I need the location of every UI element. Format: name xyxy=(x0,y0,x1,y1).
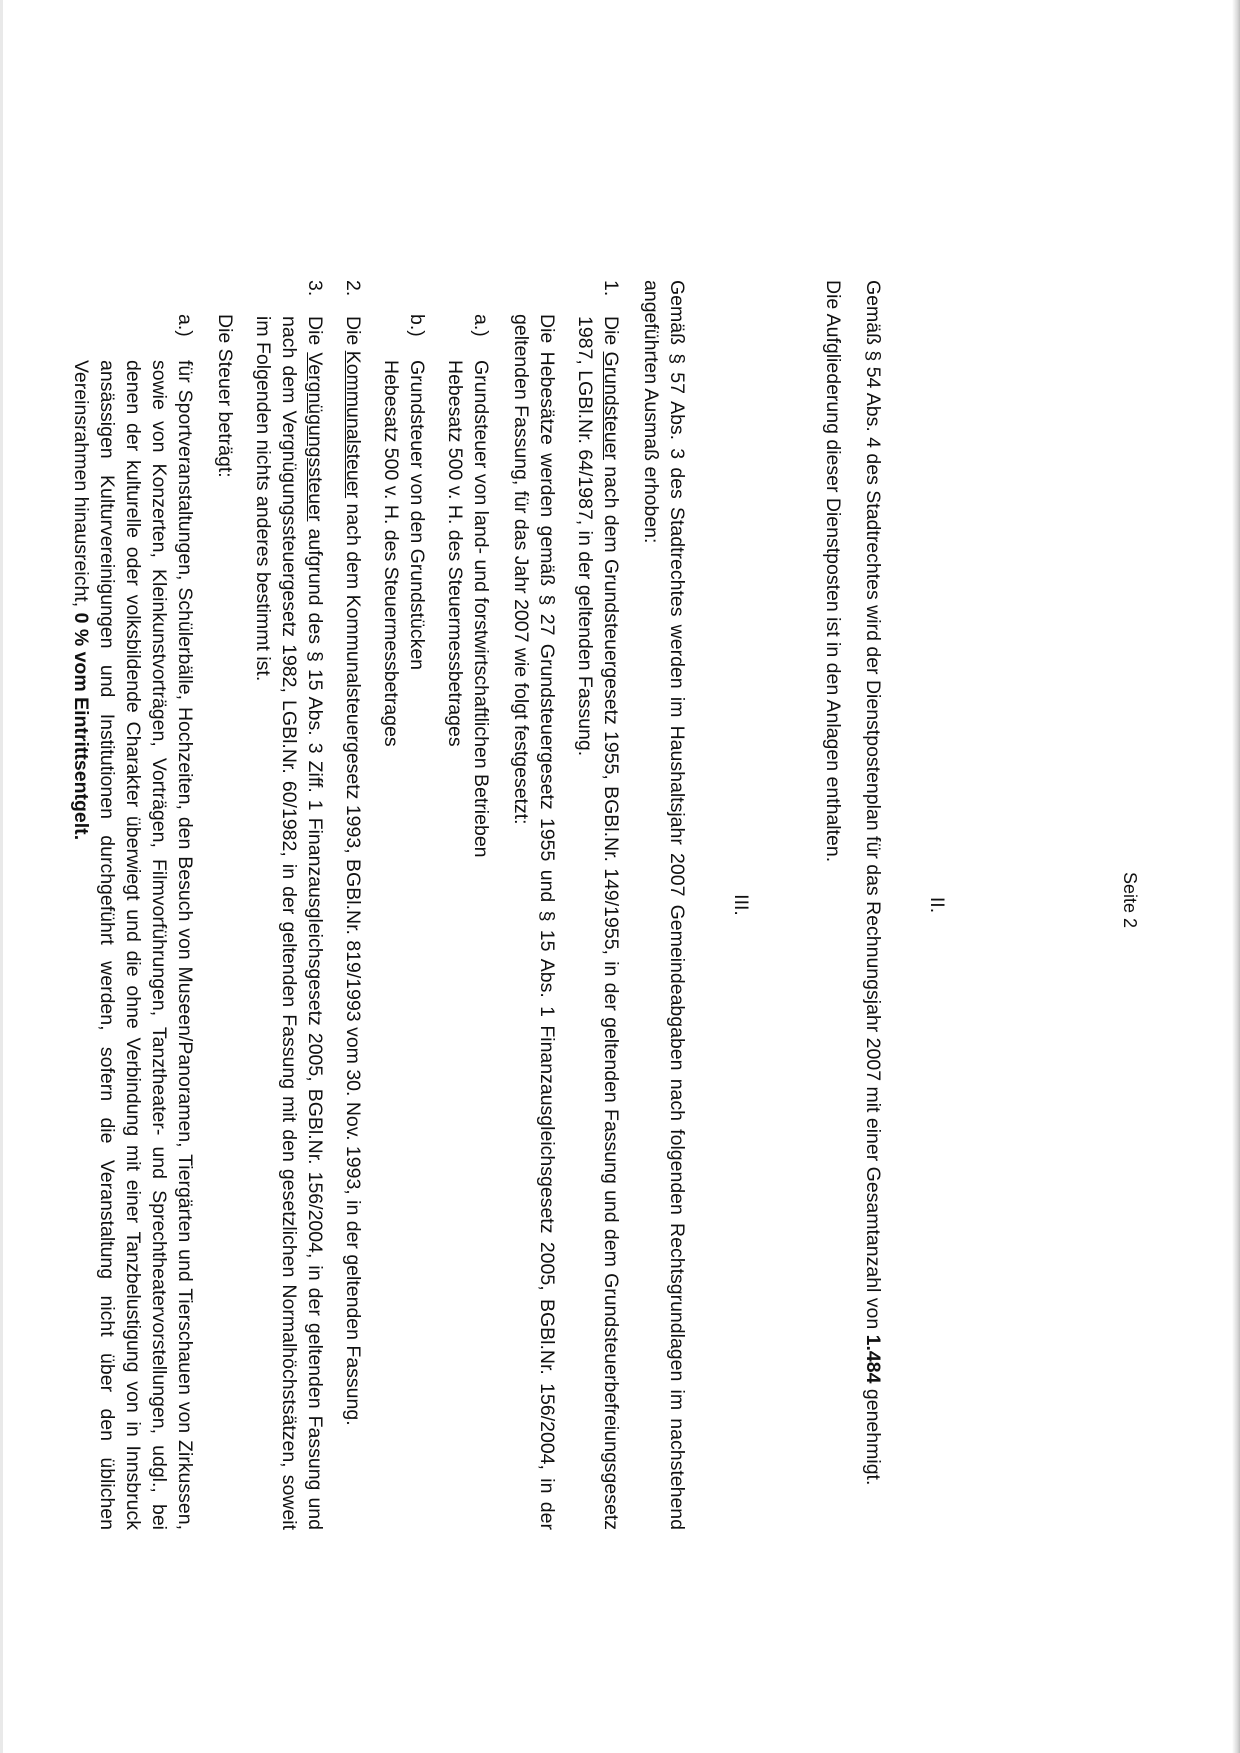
list-item-vergnuegungssteuer xyxy=(250,280,328,1530)
sub-item-land-forst xyxy=(442,314,494,1530)
sub-item-line: Grundsteuer von land- und forstwirtschaftlichen Betrieben xyxy=(470,360,492,858)
text-prefix: Die xyxy=(304,316,326,353)
sub-item-text xyxy=(442,360,494,1530)
sub-item-grundstuecke xyxy=(378,314,430,1530)
text-body: aufgrund des § 15 Abs. 3 Ziff. 1 Finanzausgleichsgesetz 2005, BGBl.Nr. 156/2004, in der geltenden Fassung und nach dem Vergnügungssteuergesetz 1982, LGBl.Nr. 60/1982, in der geltenden Fassung mit den gesetzlichen Normalhöchstsätzen, soweit im Folgenden nichts anderes bestimmt ist. xyxy=(252,316,326,1530)
list-item-text xyxy=(250,316,328,1530)
staffing-plan-text-end: genehmigt. xyxy=(862,1383,884,1486)
list-item-number: 2. xyxy=(342,280,364,297)
list-item-grundsteuer xyxy=(572,280,624,1530)
document-body xyxy=(56,280,950,1530)
list-item-text xyxy=(572,316,624,1530)
term-vergnuegungssteuer: Vergnügungssteuer xyxy=(304,352,326,522)
tax-rate-value: 0 % vom Eintrittsentgelt xyxy=(70,612,92,835)
spacer xyxy=(754,280,806,1530)
list-item-text xyxy=(340,316,366,1530)
term-grundsteuer: Grundsteuer xyxy=(600,351,622,460)
text-prefix: Die xyxy=(342,316,364,351)
sub-item-rate: Hebesatz 500 v. H. des Steuermessbetrages xyxy=(444,360,466,747)
staffing-plan-text: Gemäß § 54 Abs. 4 des Stadtrechtes wird der Dienstpostenplan für das Rechnungsjahr 2007 mit einer Gesamtanzahl von xyxy=(862,280,884,1335)
sub-item-label: a.) xyxy=(174,314,196,337)
sub-item-text xyxy=(378,360,430,1530)
sub-item-label: b.) xyxy=(406,314,428,337)
tax-rate-period: . xyxy=(70,834,92,841)
list-item-kommunalsteuer xyxy=(340,280,366,1530)
text-body: nach dem Grundsteuergesetz 1955, BGBl.Nr. 149/1955, in der geltenden Fassung und dem Grundsteuerbefreiungsgesetz 1987, LGBl.Nr. 64/1987, in der geltenden Fassung. xyxy=(574,316,622,1530)
breakdown-paragraph: Die Aufgliederung dieser Dienstposten ist in den Anlagen enthalten. xyxy=(822,280,844,863)
staffing-plan-paragraph xyxy=(860,280,886,1530)
levies-intro-paragraph: Gemäß § 57 Abs. 3 des Stadtrechtes werden im Haushaltsjahr 2007 Gemeindeabgaben nach folgenden Rechtsgrundlagen im nachstehend angeführten Ausmaß erhoben: xyxy=(640,280,688,1530)
list-item-number: 1. xyxy=(600,280,622,297)
text-body: nach dem Kommunalsteuergesetz 1993, BGBl.Nr. 819/1993 vom 30. Nov. 1993, in der geltenden Fassung. xyxy=(342,498,364,1426)
total-posts-count: 1.484 xyxy=(862,1334,884,1384)
hebesaetze-paragraph: Die Hebesätze werden gemäß § 27 Grundsteuergesetz 1955 und § 15 Abs. 1 Finanzausgleichsgesetz 2005, BGBl.Nr. 156/2004, in der geltenden Fassung, für das Jahr 2007 wie folgt festgesetzt: xyxy=(510,314,558,1530)
section-heading-ii: II. xyxy=(926,896,948,914)
sub-item-body: für Sportveranstaltungen, Schülerbälle, Hochzeiten, den Besuch von Museen/Panoramen, Tiergärten und Tierschauen von Zirkussen, sowie von Konzerten, Kleinkunstvorträgen, Vorträgen, Filmvorführungen, Tanztheater- und Sprechtheatervorstellungen, udgl., bei denen der kulturelle oder volksbildende Charakter überwiegt und die ohne Verbindung mit einer Tanzbelustigung von in Innsbruck ansässigen Kulturvereinigungen und Institutionen durchgeführt werden, sofern die Veranstaltung nicht über den üblichen Vereinsrahmen hinausreicht, xyxy=(70,360,196,1530)
sub-item-label: a.) xyxy=(470,314,492,337)
sub-item-kulturveranstaltungen xyxy=(68,314,198,1530)
sub-item-text xyxy=(68,360,198,1530)
text-prefix: Die xyxy=(600,316,622,352)
list-item-number: 3. xyxy=(304,280,326,297)
page-number: Seite 2 xyxy=(1120,871,1140,929)
tax-rate-label: Die Steuer beträgt: xyxy=(214,314,236,478)
section-heading-iii: III. xyxy=(730,894,752,916)
term-kommunalsteuer: Kommunalsteuer xyxy=(342,350,364,499)
sub-item-rate: Hebesatz 500 v. H. des Steuermessbetrages xyxy=(380,360,402,747)
sub-item-line: Grundsteuer von den Grundstücken xyxy=(406,360,428,671)
